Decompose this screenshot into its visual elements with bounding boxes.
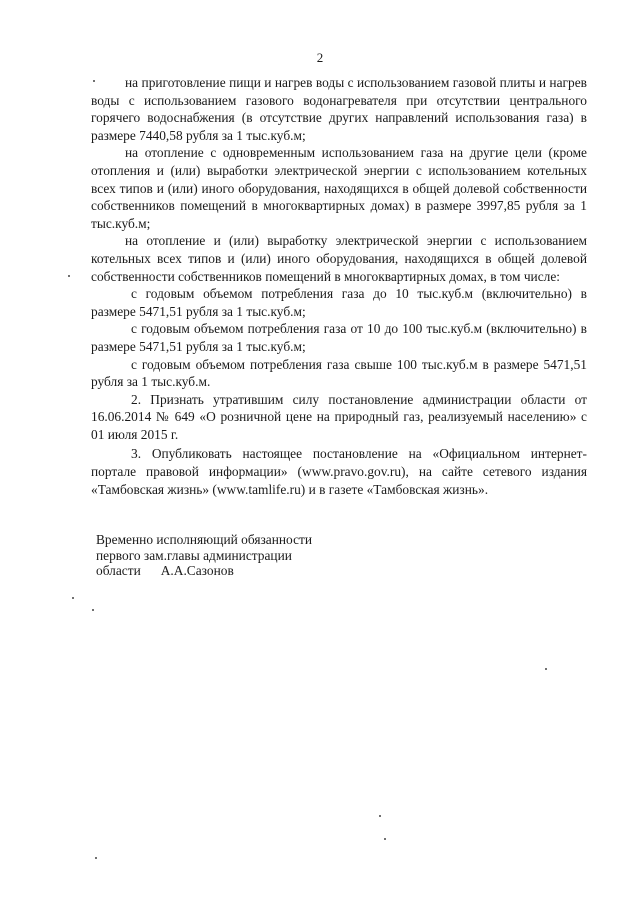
- scan-speck: [545, 668, 547, 670]
- list-item-10-to-100: с годовым объемом потребления газа от 10 до 100 тыс.куб.м (включительно) в размере 5471,51 рубля за 1 тыс.куб.м;: [91, 321, 587, 354]
- paragraph-cooking-heating: на приготовление пищи и нагрев воды с использованием газовой плиты и нагрев воды с использованием газового водонагревателя при отсутствии центрального горячего водоснабжения (в отсутствие других направлений использования газа) в размере 7440,58 рубля за 1 тыс.куб.м;: [91, 75, 587, 143]
- document-body: [91, 74, 587, 498]
- clause-2-repeal: 2. Признать утратившим силу постановление администрации области от 16.06.2014 № 649 «О розничной цене на природный газ, реализуемый населению» с 01 июля 2015 г.: [91, 391, 587, 442]
- scan-speck: [384, 838, 386, 840]
- page-number: 2: [316, 50, 324, 65]
- signature-region: области: [96, 563, 141, 578]
- clause-3-publish: 3. Опубликовать настоящее постановление на «Официальном интернет-портале правовой информации» (www.pravo.gov.ru), на сайте сетевого издания «Тамбовская жизнь» (www.tamlife.ru) и в газете «Тамбовская жизнь».: [91, 446, 587, 497]
- signature-title-line3: [96, 563, 416, 579]
- scan-speck: [95, 857, 97, 859]
- list-item-over-100: с годовым объемом потребления газа свыше 100 тыс.куб.м в размере 5471,51 рубля за 1 тыс.куб.м.: [91, 356, 587, 390]
- scan-speck: [72, 597, 74, 599]
- signature-block: [96, 532, 416, 579]
- scan-speck: [68, 275, 70, 277]
- paragraph-heating-other-uses: на отопление с одновременным использованием газа на другие цели (кроме отопления и (или) выработки электрической энергии с использованием котельных всех типов и (или) иного оборудования, находящихся в общей долевой собственности собственников помещений в многоквартирных домах) в размере 3997,85 рубля за 1 тыс.куб.м;: [91, 145, 587, 231]
- scan-speck: [93, 80, 95, 82]
- list-item-up-to-10: с годовым объемом потребления газа до 10 тыс.куб.м (включительно) в размере 5471,51 рубля за 1 тыс.куб.м;: [91, 286, 587, 319]
- paragraph-heating-electricity: на отопление и (или) выработку электрической энергии с использованием котельных всех типов и (или) иного оборудования, находящихся в общей долевой собственности собственников помещений в многоквартирных домах, в том числе:: [91, 233, 587, 284]
- signature-title-line1: Временно исполняющий обязанности: [96, 532, 313, 547]
- scan-speck: [379, 815, 381, 817]
- scan-speck: [92, 609, 94, 611]
- signatory-name: А.А.Сазонов: [160, 563, 234, 578]
- signature-title-line2: первого зам.главы администрации: [96, 547, 292, 563]
